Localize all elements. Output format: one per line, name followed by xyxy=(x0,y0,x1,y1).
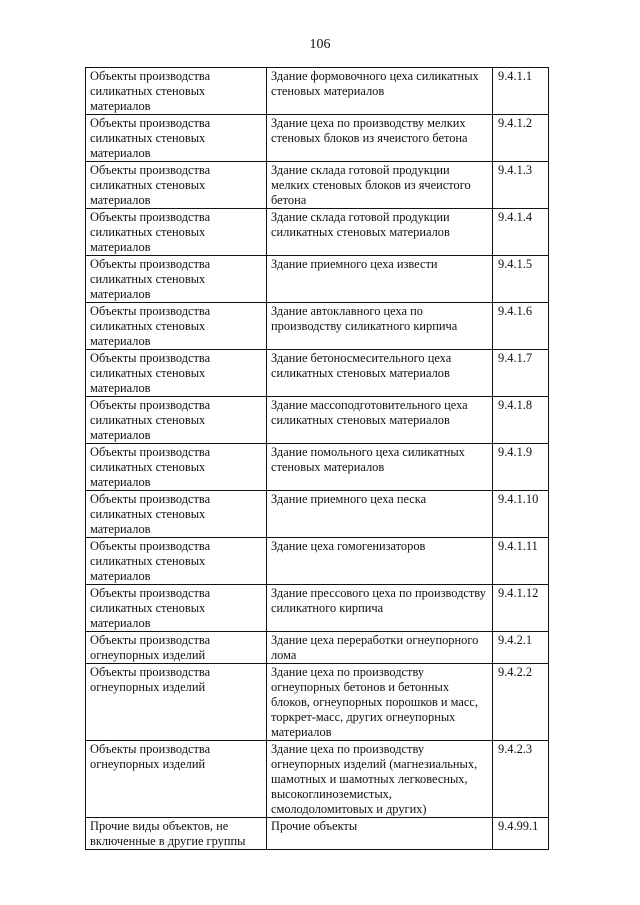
page-number: 106 xyxy=(309,37,331,52)
object-cell: Здание склада готовой продукции мелких стеновых блоков из ячеистого бетона xyxy=(267,162,493,209)
code-cell: 9.4.1.3 xyxy=(493,162,549,209)
table-row xyxy=(86,491,549,538)
group-cell: Объекты производства силикатных стеновых материалов xyxy=(86,491,267,538)
group-cell: Объекты производства силикатных стеновых материалов xyxy=(86,538,267,585)
object-cell: Здание цеха гомогенизаторов xyxy=(267,538,493,585)
object-cell: Здание автоклавного цеха по производству силикатного кирпича xyxy=(267,303,493,350)
table-row xyxy=(86,444,549,491)
object-cell: Здание цеха по производству мелких стеновых блоков из ячеистого бетона xyxy=(267,115,493,162)
object-cell: Здание цеха по производству огнеупорных бетонов и бетонных блоков, огнеупорных порошков и масс, торкрет-масс, других огнеупорных материалов xyxy=(267,664,493,741)
group-cell: Объекты производства силикатных стеновых материалов xyxy=(86,350,267,397)
table-row xyxy=(86,256,549,303)
table-row xyxy=(86,68,549,115)
code-cell: 9.4.1.5 xyxy=(493,256,549,303)
code-cell: 9.4.1.12 xyxy=(493,585,549,632)
object-cell: Здание помольного цеха силикатных стеновых материалов xyxy=(267,444,493,491)
group-cell: Объекты производства силикатных стеновых материалов xyxy=(86,397,267,444)
code-cell: 9.4.1.9 xyxy=(493,444,549,491)
group-cell: Объекты производства силикатных стеновых материалов xyxy=(86,585,267,632)
code-cell: 9.4.1.1 xyxy=(493,68,549,115)
code-cell: 9.4.1.11 xyxy=(493,538,549,585)
group-cell: Объекты производства силикатных стеновых материалов xyxy=(86,115,267,162)
code-cell: 9.4.1.8 xyxy=(493,397,549,444)
group-cell: Объекты производства огнеупорных изделий xyxy=(86,741,267,818)
object-cell: Здание бетоносмесительного цеха силикатных стеновых материалов xyxy=(267,350,493,397)
code-cell: 9.4.1.4 xyxy=(493,209,549,256)
classification-table xyxy=(85,67,549,850)
group-cell: Объекты производства силикатных стеновых материалов xyxy=(86,162,267,209)
table-row xyxy=(86,350,549,397)
table-row xyxy=(86,664,549,741)
group-cell: Объекты производства силикатных стеновых материалов xyxy=(86,209,267,256)
group-cell: Объекты производства силикатных стеновых материалов xyxy=(86,444,267,491)
code-cell: 9.4.1.2 xyxy=(493,115,549,162)
code-cell: 9.4.1.7 xyxy=(493,350,549,397)
object-cell: Здание прессового цеха по производству силикатного кирпича xyxy=(267,585,493,632)
code-cell: 9.4.2.3 xyxy=(493,741,549,818)
group-cell: Объекты производства силикатных стеновых материалов xyxy=(86,256,267,303)
object-cell: Прочие объекты xyxy=(267,818,493,850)
group-cell: Прочие виды объектов, не включенные в другие группы xyxy=(86,818,267,850)
object-cell: Здание цеха переработки огнеупорного лома xyxy=(267,632,493,664)
object-cell: Здание склада готовой продукции силикатных стеновых материалов xyxy=(267,209,493,256)
object-cell: Здание приемного цеха песка xyxy=(267,491,493,538)
object-cell: Здание массоподготовительного цеха силикатных стеновых материалов xyxy=(267,397,493,444)
group-cell: Объекты производства огнеупорных изделий xyxy=(86,632,267,664)
table-row xyxy=(86,397,549,444)
object-cell: Здание формовочного цеха силикатных стеновых материалов xyxy=(267,68,493,115)
group-cell: Объекты производства огнеупорных изделий xyxy=(86,664,267,741)
code-cell: 9.4.99.1 xyxy=(493,818,549,850)
group-cell: Объекты производства силикатных стеновых материалов xyxy=(86,303,267,350)
code-cell: 9.4.1.6 xyxy=(493,303,549,350)
object-cell: Здание приемного цеха извести xyxy=(267,256,493,303)
table-row xyxy=(86,632,549,664)
object-cell: Здание цеха по производству огнеупорных изделий (магнезиальных, шамотных и шамотных легковесных, высокоглиноземистых, смолодоломитовых и других) xyxy=(267,741,493,818)
code-cell: 9.4.2.1 xyxy=(493,632,549,664)
table-row xyxy=(86,538,549,585)
code-cell: 9.4.1.10 xyxy=(493,491,549,538)
code-cell: 9.4.2.2 xyxy=(493,664,549,741)
group-cell: Объекты производства силикатных стеновых материалов xyxy=(86,68,267,115)
table-row xyxy=(86,162,549,209)
table-row xyxy=(86,115,549,162)
table-row xyxy=(86,741,549,818)
table-row xyxy=(86,209,549,256)
table-row xyxy=(86,585,549,632)
table-row xyxy=(86,303,549,350)
table-row xyxy=(86,818,549,850)
